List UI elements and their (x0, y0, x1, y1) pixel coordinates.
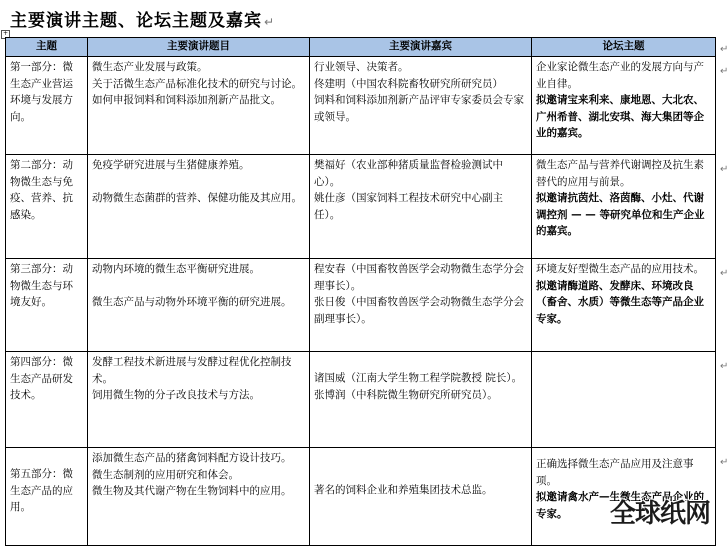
table-header-row (6, 38, 716, 57)
page-title: 主要演讲主题、论坛主题及嘉宾 ↵ (10, 11, 276, 31)
row-end-mark: ↵ (720, 44, 728, 55)
speech-title-cell: 添加微生态产品的猪禽饲料配方设计技巧。 微生态制剂的应用研究和体会。 微生物及其代谢产物在生物饲料中的应用。 (88, 448, 310, 546)
speakers-cell: 行业领导、决策者。 佟建明（中国农科院畜牧研究所研究员） 饲料和饲料添加剂新产品评审专家委员会专家或领导。 (310, 57, 532, 155)
table-row (6, 448, 716, 546)
header-topic: 主题 (6, 38, 88, 57)
table-row (6, 155, 716, 259)
forum-theme-cell: 环境友好型微生态产品的应用技术。 拟邀请酶道路、发酵床、环境改良（畜舍、水质）等微生态等产品企业专家。 (532, 259, 716, 352)
row-end-mark: ↵ (720, 268, 728, 279)
table-row (6, 259, 716, 352)
row-end-mark: ↵ (720, 361, 728, 372)
row-end-mark: ↵ (720, 457, 728, 468)
header-speech-title: 主要演讲题目 (88, 38, 310, 57)
table-anchor-icon[interactable]: + (2, 30, 9, 37)
speakers-cell: 诸国威（江南大学生物工程学院教授 院长）。 张博润（中科院微生物研究所研究员）。 (310, 352, 532, 448)
topic-cell: 第四部分：微生态产品研发技术。 (6, 352, 88, 448)
forum-theme-cell: 微生态产品与营养代谢调控及抗生素替代的应用与前景。 拟邀请抗茵灶、洛茵酶、小灶、代谢调控剂 — — 等研究单位和生产企业的嘉宾。 (532, 155, 716, 259)
topic-cell: 第三部分：动物微生态与环境友好。 (6, 259, 88, 352)
speakers-cell: 程安春（中国畜牧兽医学会动物微生态学分会理事长）。 张日俊（中国畜牧兽医学会动物微生态学分会副理事长）。 (310, 259, 532, 352)
forum-theme-cell (532, 352, 716, 448)
forum-theme-cell: 企业家论微生态产业的发展方向与产业自律。 拟邀请宝来利来、康地恩、大北农、广州希普、湖北安琪、海大集团等企业的嘉宾。 (532, 57, 716, 155)
header-forum-theme: 论坛主题 (532, 38, 716, 57)
table-row (6, 352, 716, 448)
header-speakers: 主要演讲嘉宾 (310, 38, 532, 57)
paragraph-mark: ↵ (264, 15, 276, 29)
topic-cell: 第一部分：微生态产业营运环境与发展方向。 (6, 57, 88, 155)
speech-title-cell: 微生态产业发展与政策。 关于活微生态产品标准化技术的研究与讨论。 如何申报饲料和饲料添加剂新产品批文。 (88, 57, 310, 155)
row-end-mark: ↵ (720, 164, 728, 175)
topics-table (5, 37, 716, 546)
topic-cell: 第五部分：微生态产品的应用。 (6, 448, 88, 546)
watermark-logo: 全球纸网 (610, 499, 711, 529)
speech-title-cell: 发酵工程技术新进展与发酵过程优化控制技术。 饲用微生物的分子改良技术与方法。 (88, 352, 310, 448)
table-row (6, 57, 716, 155)
forum-theme-cell: 正确选择微生态产品应用及注意事项。 拟邀请禽水产—生微生态产品企业的专家。 (532, 448, 716, 546)
speakers-cell: 著名的饲料企业和养殖集团技术总监。 (310, 448, 532, 546)
speech-title-cell: 动物内环境的微生态平衡研究进展。 微生态产品与动物外环境平衡的研究进展。 (88, 259, 310, 352)
row-end-mark: ↵ (720, 66, 728, 77)
speakers-cell: 樊福好（农业部种猪质量监督检验测试中心）。 姚仕彦（国家饲料工程技术研究中心副主任）。 (310, 155, 532, 259)
speech-title-cell: 免疫学研究进展与生猪健康养殖。 动物微生态菌群的营养、保健功能及其应用。 (88, 155, 310, 259)
topic-cell: 第二部分：动物微生态与免疫、营养、抗感染。 (6, 155, 88, 259)
